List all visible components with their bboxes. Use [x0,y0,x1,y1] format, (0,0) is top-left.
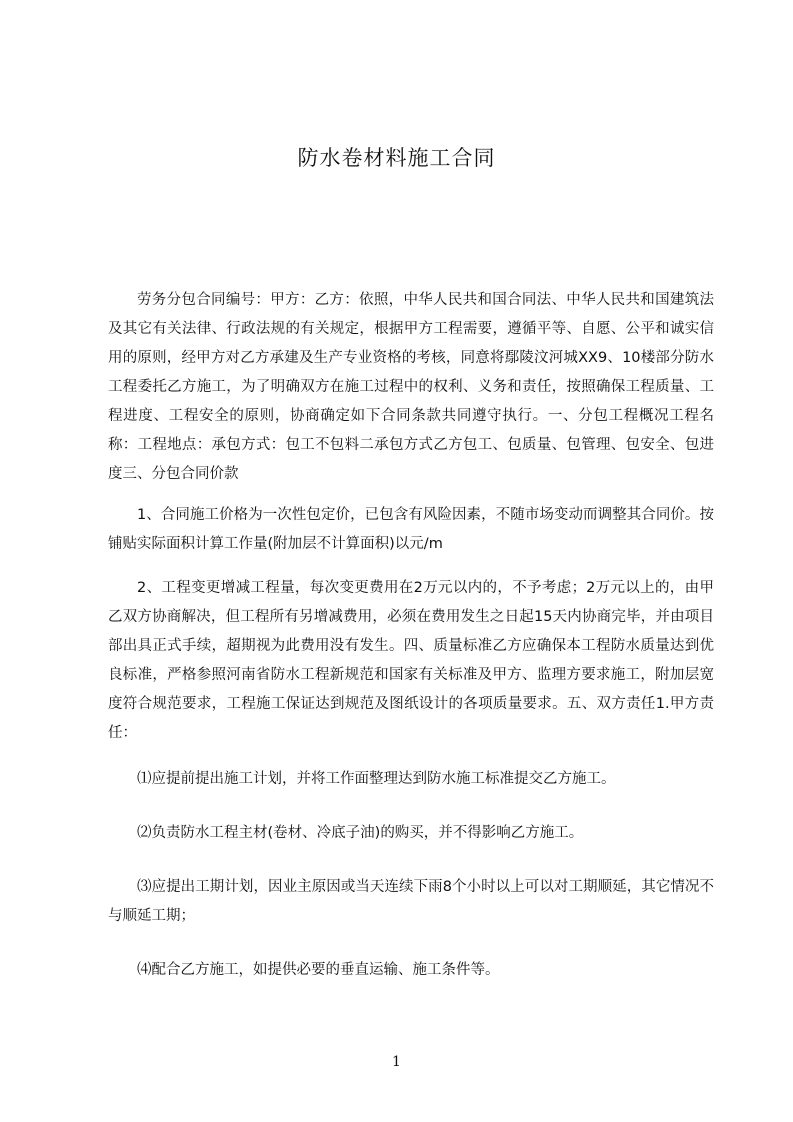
paragraph: 劳务分包合同编号：甲方：乙方：依照，中华人民共和国合同法、中华人民共和国建筑法及其它有关法律、行政法规的有关规定，根据甲方工程需要，遵循平等、自愿、公平和诚实信用的原则，经甲方对乙方承建及生产专业资格的考核，同意将鄢陵汶河城XX9、10楼部分防水工程委托乙方施工，为了明确双方在施工过程中的权利、义务和责任，按照确保工程质量、工程进度、工程安全的原则，协商确定如下合同条款共同遵守执行。一、分包工程概况工程名称：工程地点：承包方式：包工不包料二承包方式乙方包工、包质量、包管理、包安全、包进度三、分包合同价款 [108,292,714,482]
document-title: 防水卷材料施工合同 [297,146,496,170]
page-number: 1 [392,1054,401,1070]
paragraph: ⑷配合乙方施工，如提供必要的垂直运输、施工条件等。 [137,962,500,978]
paragraph: ⑴应提前提出施工计划，并将工作面整理达到防水施工标准提交乙方施工。 [137,771,616,787]
paragraph: 2、工程变更增减工程量，每次变更费用在2万元以内的，不予考虑；2万元以上的，由甲乙双方协商解决，但工程所有另增减费用，必须在费用发生之日起15天内协商完毕，并由项目部出具正式手续，超期视为此费用没有发生。四、质量标准乙方应确保本工程防水质量达到优良标准，严格参照河南省防水工程新规范和国家有关标准及甲方、监理方要求施工，附加层宽度符合规范要求，工程施工保证达到规范及图纸设计的各项质量要求。五、双方责任1.甲方责任： [108,580,714,741]
paragraph: 1、合同施工价格为一次性包定价，已包含有风险因素，不随市场变动而调整其合同价。按铺贴实际面积计算工作量(附加层不计算面积)以元/m [108,507,714,552]
paragraph: ⑵负责防水工程主材(卷材、冷底子油)的购买，并不得影响乙方施工。 [137,825,584,841]
paragraph: ⑶应提出工期计划，因业主原因或当天连续下雨8个小时以上可以对工期顺延，其它情况不与顺延工期； [108,879,714,924]
